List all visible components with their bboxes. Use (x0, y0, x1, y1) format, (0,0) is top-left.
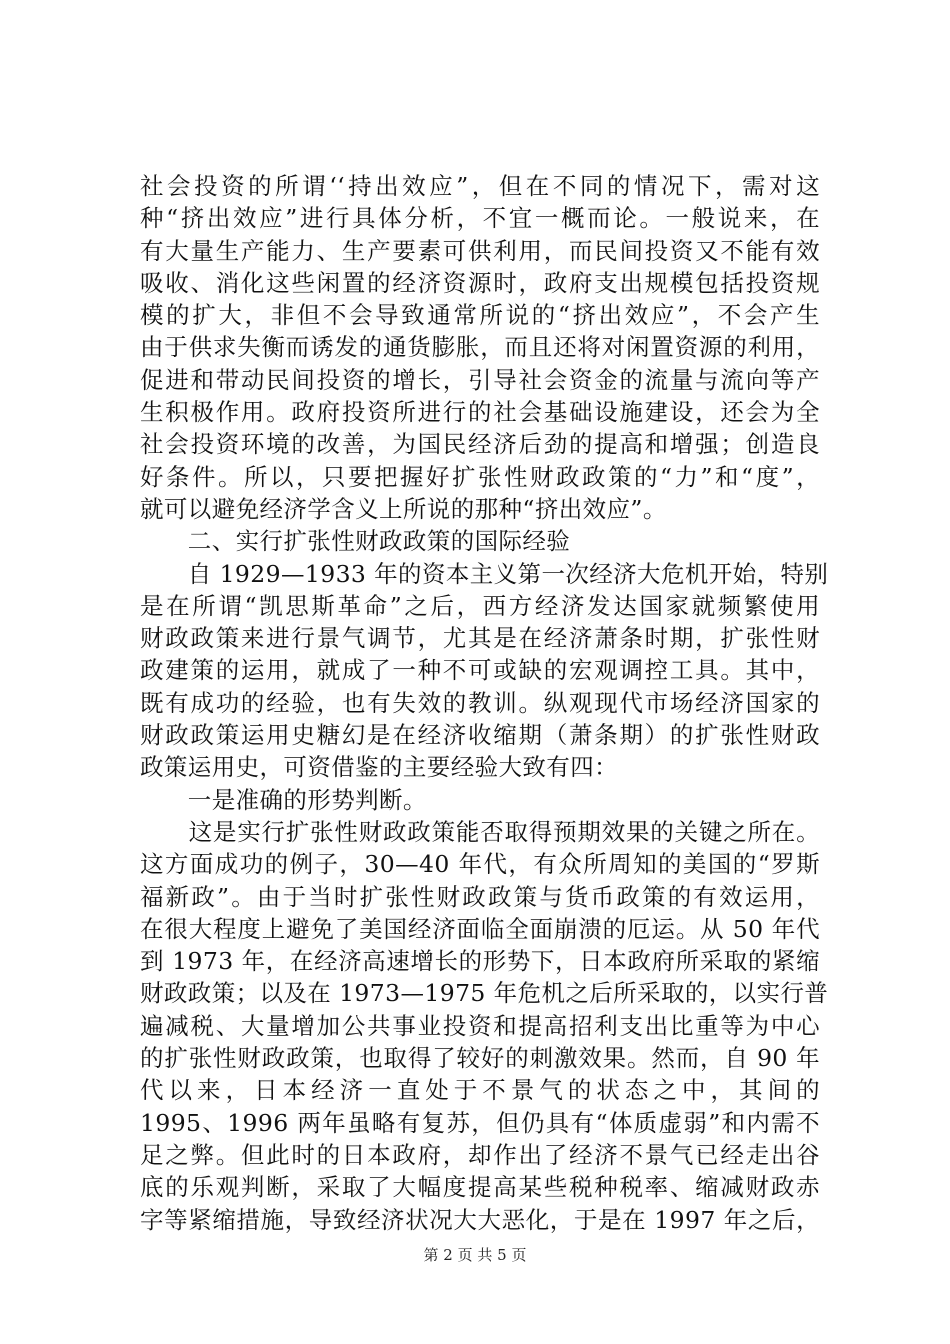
text-line: 财政政策运用史糖幻是在经济收缩期（萧条期）的扩张性财政 (140, 721, 820, 750)
text-line: 就可以避免经济学含义上所说的那种“挤出效应”。 (140, 494, 667, 523)
section-heading: 二、实行扩张性财政政策的国际经验 (140, 527, 571, 556)
text-line: 由于供求失衡而诱发的通货膨胀，而且还将对闲置资源的利用， (140, 333, 820, 362)
text-line: 到 1973 年，在经济高速增长的形势下，日本政府所采取的紧缩 (140, 947, 820, 976)
text-line: 足之弊。但此时的日本政府，却作出了经济不景气已经走出谷 (140, 1140, 820, 1169)
text-line: 这是实行扩张性财政政策能否取得预期效果的关键之所在。 (140, 817, 820, 846)
text-line: 有大量生产能力、生产要素可供利用，而民间投资又不能有效 (140, 236, 820, 265)
text-line: 字等紧缩措施，导致经济状况大大恶化，于是在 1997 年之后， (140, 1205, 820, 1234)
text-line: 促进和带动民间投资的增长，引导社会资金的流量与流向等产 (140, 365, 820, 394)
text-line: 遍减税、大量增加公共事业投资和提高招利支出比重等为中心 (140, 1011, 820, 1040)
text-line: 自 1929—1933 年的资本主义第一次经济大危机开始，特别 (140, 559, 829, 588)
text-line: 代以来，日本经济一直处于不景气的状态之中，其间的 (140, 1076, 820, 1105)
text-line: 底的乐观判断，采取了大幅度提高某些税种税率、缩减财政赤 (140, 1173, 820, 1202)
text-line: 福新政”。由于当时扩张性财政政策与货币政策的有效运用， (140, 882, 820, 911)
text-line: 政建策的运用，就成了一种不可或缺的宏观调控工具。其中， (140, 656, 820, 685)
text-line: 模的扩大，非但不会导致通常所说的“挤出效应”，不会产生 (140, 301, 820, 330)
body-text (140, 170, 829, 1236)
text-line: 社会投资环境的改善，为国民经济后劲的提高和增强；创造良 (140, 430, 820, 459)
text-line: 是在所谓“凯思斯革命”之后，西方经济发达国家就频繁使用 (140, 591, 820, 620)
text-line: 吸收、消化这些闲置的经济资源时，政府支出规模包括投资规 (140, 268, 820, 297)
text-line: 财政政策；以及在 1973—1975 年危机之后所采取的，以实行普 (140, 979, 829, 1008)
text-line: 1995、1996 两年虽略有复苏，但仍具有“体质虚弱”和内需不 (140, 1108, 820, 1137)
text-line: 种“挤出效应”进行具体分析，不宜一概而论。一般说来，在 (140, 204, 820, 233)
text-line: 的扩张性财政政策，也取得了较好的刺激效果。然而，自 90 年 (140, 1044, 820, 1073)
text-line: 好条件。所以，只要把握好扩张性财政政策的“力”和“度”， (140, 462, 820, 491)
text-line: 既有成功的经验，也有失效的教训。纵观现代市场经济国家的 (140, 688, 820, 717)
subheading: 一是准确的形势判断。 (140, 785, 427, 814)
page-footer: 第 2 页 共 5 页 (423, 1246, 527, 1264)
text-line: 政策运用史，可资借鉴的主要经验大致有四： (140, 753, 618, 782)
text-line: 财政政策来进行景气调节，尤其是在经济萧条时期，扩张性财 (140, 624, 820, 653)
text-line: 在很大程度上避免了美国经济面临全面崩溃的厄运。从 50 年代 (140, 914, 820, 943)
text-line: 生积极作用。政府投资所进行的社会基础设施建设，还会为全 (140, 398, 820, 427)
text-line: 这方面成功的例子，30—40 年代，有众所周知的美国的“罗斯 (140, 850, 820, 879)
text-line: 社会投资的所谓‘‘持出效应”，但在不同的情况下，需对这 (140, 172, 820, 200)
